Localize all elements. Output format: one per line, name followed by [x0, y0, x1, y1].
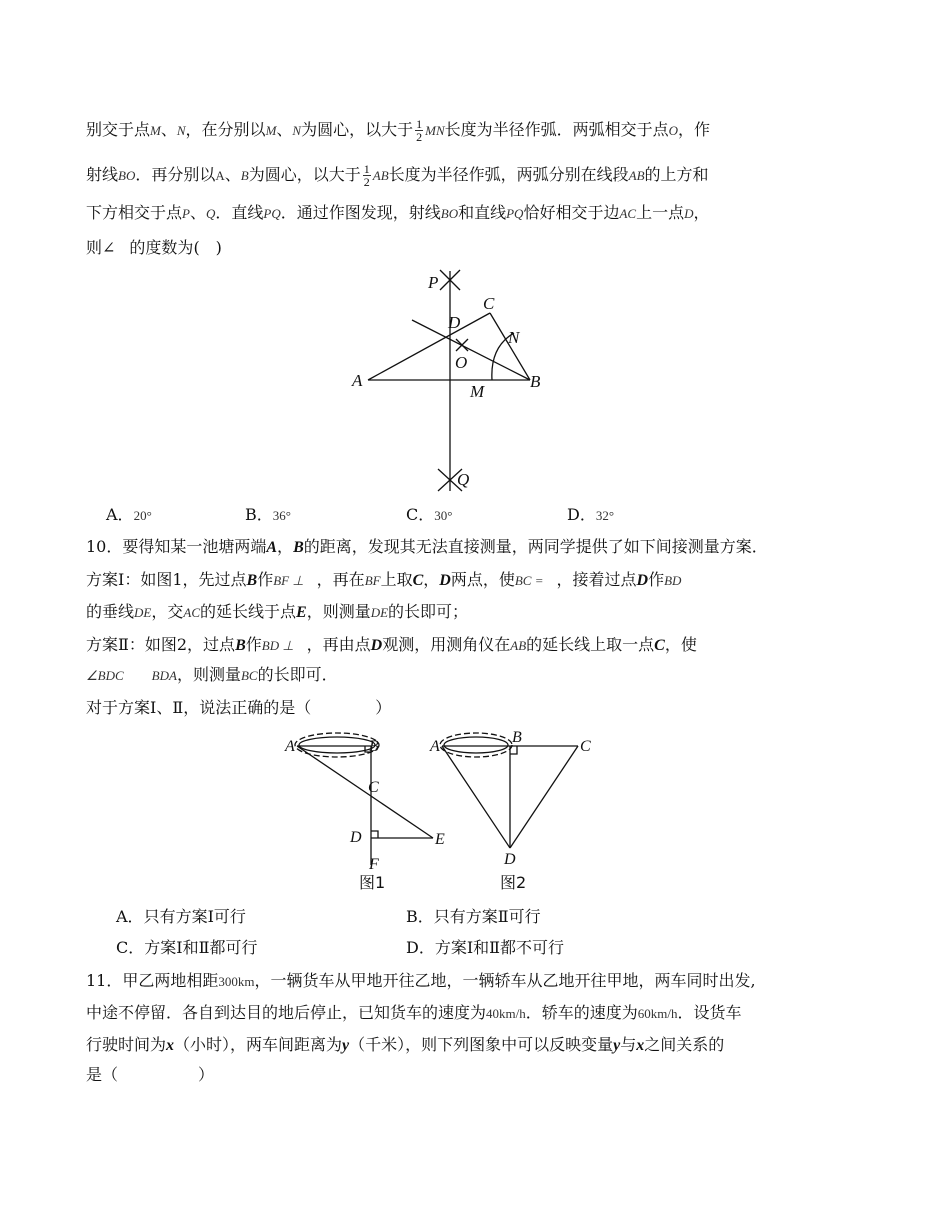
- fig2-caption: 图2: [500, 873, 527, 892]
- fig1-caption: 图1: [359, 873, 386, 892]
- fig2-label-d: D: [504, 851, 516, 868]
- label-b: B: [530, 372, 541, 391]
- q10-line-4: 方案Ⅱ：如图2，过点B作BD ⊥ ，再由点D观测，用测角仪在AB的延长线上取一点C，使: [86, 635, 697, 654]
- label-n: N: [508, 328, 520, 347]
- label-a: A: [352, 371, 363, 390]
- label-d: D: [448, 313, 461, 332]
- q9-option-b[interactable]: B．36°: [245, 505, 291, 524]
- fig2-label-b: B: [512, 730, 522, 746]
- fig1-label-a: A: [285, 738, 295, 755]
- q9-figure: [340, 265, 560, 497]
- q11-line-1: 11．甲乙两地相距300km，一辆货车从甲地开往乙地，一辆轿车从乙地开往甲地，两车同时出发,: [86, 971, 756, 990]
- q10-option-d[interactable]: D．方案Ⅰ和Ⅱ都不可行: [406, 938, 565, 957]
- label-q: Q: [457, 470, 470, 489]
- q11-line-4: 是（ ）: [86, 1065, 215, 1084]
- label-p: P: [428, 273, 439, 292]
- fig1-label-b: B: [369, 738, 379, 755]
- q11-line-3: 行驶时间为x（小时），两车间距离为y（千米），则下列图象中可以反映变量y与x之间关系的: [86, 1035, 725, 1054]
- q10-option-a[interactable]: A．只有方案Ⅰ可行: [116, 907, 246, 926]
- segment-ad: [442, 746, 510, 848]
- q9-line-2: 射线BO．再分别以A、B为圆心，以大于 $\frac{1}{2}$ AB长度为半径作弧，两弧分别在线段AB的上方和: [86, 162, 709, 189]
- fig1-label-d: D: [350, 829, 362, 846]
- q10-line-2: 方案Ⅰ：如图1，先过点B作BF ⊥ ，再在BF上取C，D两点，使BC = ，接着过点D作BD: [86, 570, 682, 589]
- fig2-label-a: A: [430, 738, 440, 755]
- pond2-outline-inner: [444, 737, 508, 753]
- line-ae: [297, 746, 433, 838]
- fig1-label-f: F: [369, 856, 379, 873]
- pond-outline-inner: [299, 737, 375, 753]
- q9-option-c[interactable]: C．30°: [406, 505, 453, 524]
- q10-line-5: ∠BDC BDA，则测量BC的长即可．: [86, 665, 338, 684]
- right-angle-d: [371, 831, 378, 838]
- q10-line-1: 10．要得知某一池塘两端A，B的距离，发现其无法直接测量，两同学提供了如下间接测量方案．: [86, 537, 768, 556]
- q9-option-d[interactable]: D．32°: [567, 505, 615, 524]
- fig1-label-e: E: [435, 831, 445, 848]
- q10-option-c[interactable]: C．方案Ⅰ和Ⅱ都可行: [116, 938, 258, 957]
- label-m: M: [470, 382, 485, 401]
- q10-option-b[interactable]: B．只有方案Ⅱ可行: [406, 907, 541, 926]
- q9-line-1: 别交于点M、N，在分别以M、N为圆心，以大于 $\frac{1}{2}$ MN长度为半径作弧．两弧相交于点O，作: [86, 117, 711, 144]
- fig2-label-c: C: [580, 738, 591, 755]
- label-o: O: [455, 353, 468, 372]
- q10-figure-2: [428, 730, 598, 895]
- q9-option-a[interactable]: A．20°: [106, 505, 152, 524]
- segment-cd: [510, 746, 578, 848]
- q11-line-2: 中途不停留．各自到达目的地后停止，已知货车的速度为40km/h．轿车的速度为60km/h．设货车: [86, 1003, 742, 1022]
- fraction-one-half-2: $\frac{1}{2}$: [363, 162, 370, 189]
- q9-line-3: 下方相交于点P、Q．直线PQ．通过作图发现，射线BO和直线PQ恰好相交于边AC上一点D，: [86, 203, 710, 222]
- q9-line-4: 则∠ 的度数为( ): [86, 238, 222, 257]
- fraction-one-half: $\frac{1}{2}$: [416, 117, 423, 144]
- q10-line-6: 对于方案Ⅰ、Ⅱ，说法正确的是（ ）: [86, 698, 392, 717]
- q10-line-3: 的垂线DE，交AC的延长线于点E，则测量DE的长即可；: [86, 602, 469, 621]
- fig1-label-c: C: [368, 779, 379, 796]
- label-c: C: [483, 294, 495, 313]
- side-ac: [368, 313, 490, 380]
